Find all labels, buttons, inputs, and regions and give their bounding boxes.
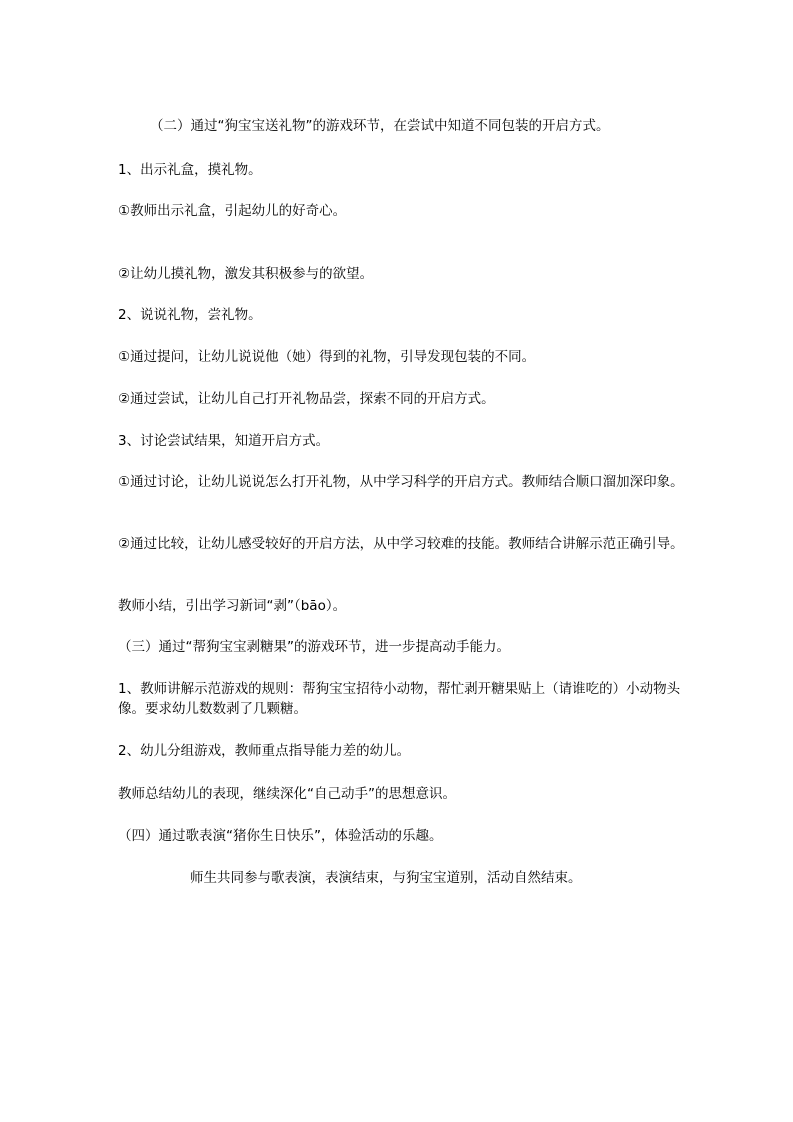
step-2-item-2: ②通过尝试，让幼儿自己打开礼物品尝，探索不同的开启方式。: [118, 391, 495, 407]
step-3-item-2: ②通过比较，让幼儿感受较好的开启方法，从中学习较难的技能。教师结合讲解示范正确引导。: [118, 536, 684, 552]
section-3-item-2: 2、幼儿分组游戏，教师重点指导能力差的幼儿。: [118, 743, 411, 759]
step-3-heading: 3、讨论尝试结果，知道开启方式。: [118, 433, 330, 449]
teacher-summary-2: 教师总结幼儿的表现，继续深化“自己动手”的思想意识。: [118, 786, 456, 802]
section-3-item-1: 1、教师讲解示范游戏的规则：帮狗宝宝招待小动物，帮忙剥开糖果贴上（请谁吃的）小动物头像。要求幼儿数数剥了几颗糖。: [118, 681, 681, 717]
step-2-item-1: ①通过提问，让幼儿说说他（她）得到的礼物，引导发现包装的不同。: [118, 349, 536, 365]
step-3-item-1: ①通过讨论，让幼儿说说怎么打开礼物，从中学习科学的开启方式。教师结合顺口溜加深印象。: [118, 474, 684, 490]
step-1-item-1: ①教师出示礼盒，引起幼儿的好奇心。: [118, 203, 347, 219]
step-1-heading: 1、出示礼盒，摸礼物。: [118, 162, 262, 178]
closing-paragraph: 师生共同参与歌表演，表演结束，与狗宝宝道别，活动自然结束。: [190, 870, 582, 886]
section-3-heading: （三）通过“帮狗宝宝剥糖果”的游戏环节，进一步提高动手能力。: [118, 639, 510, 655]
step-2-heading: 2、说说礼物，尝礼物。: [118, 307, 262, 323]
section-4-heading: （四）通过歌表演“猪你生日快乐”，体验活动的乐趣。: [118, 828, 443, 844]
section-2-heading: （二）通过“狗宝宝送礼物”的游戏环节，在尝试中知道不同包装的开启方式。: [150, 118, 610, 134]
teacher-summary-1: 教师小结，引出学习新词“剥”（bāo）。: [118, 598, 347, 614]
step-1-item-2: ②让幼儿摸礼物，激发其积极参与的欲望。: [118, 266, 374, 282]
